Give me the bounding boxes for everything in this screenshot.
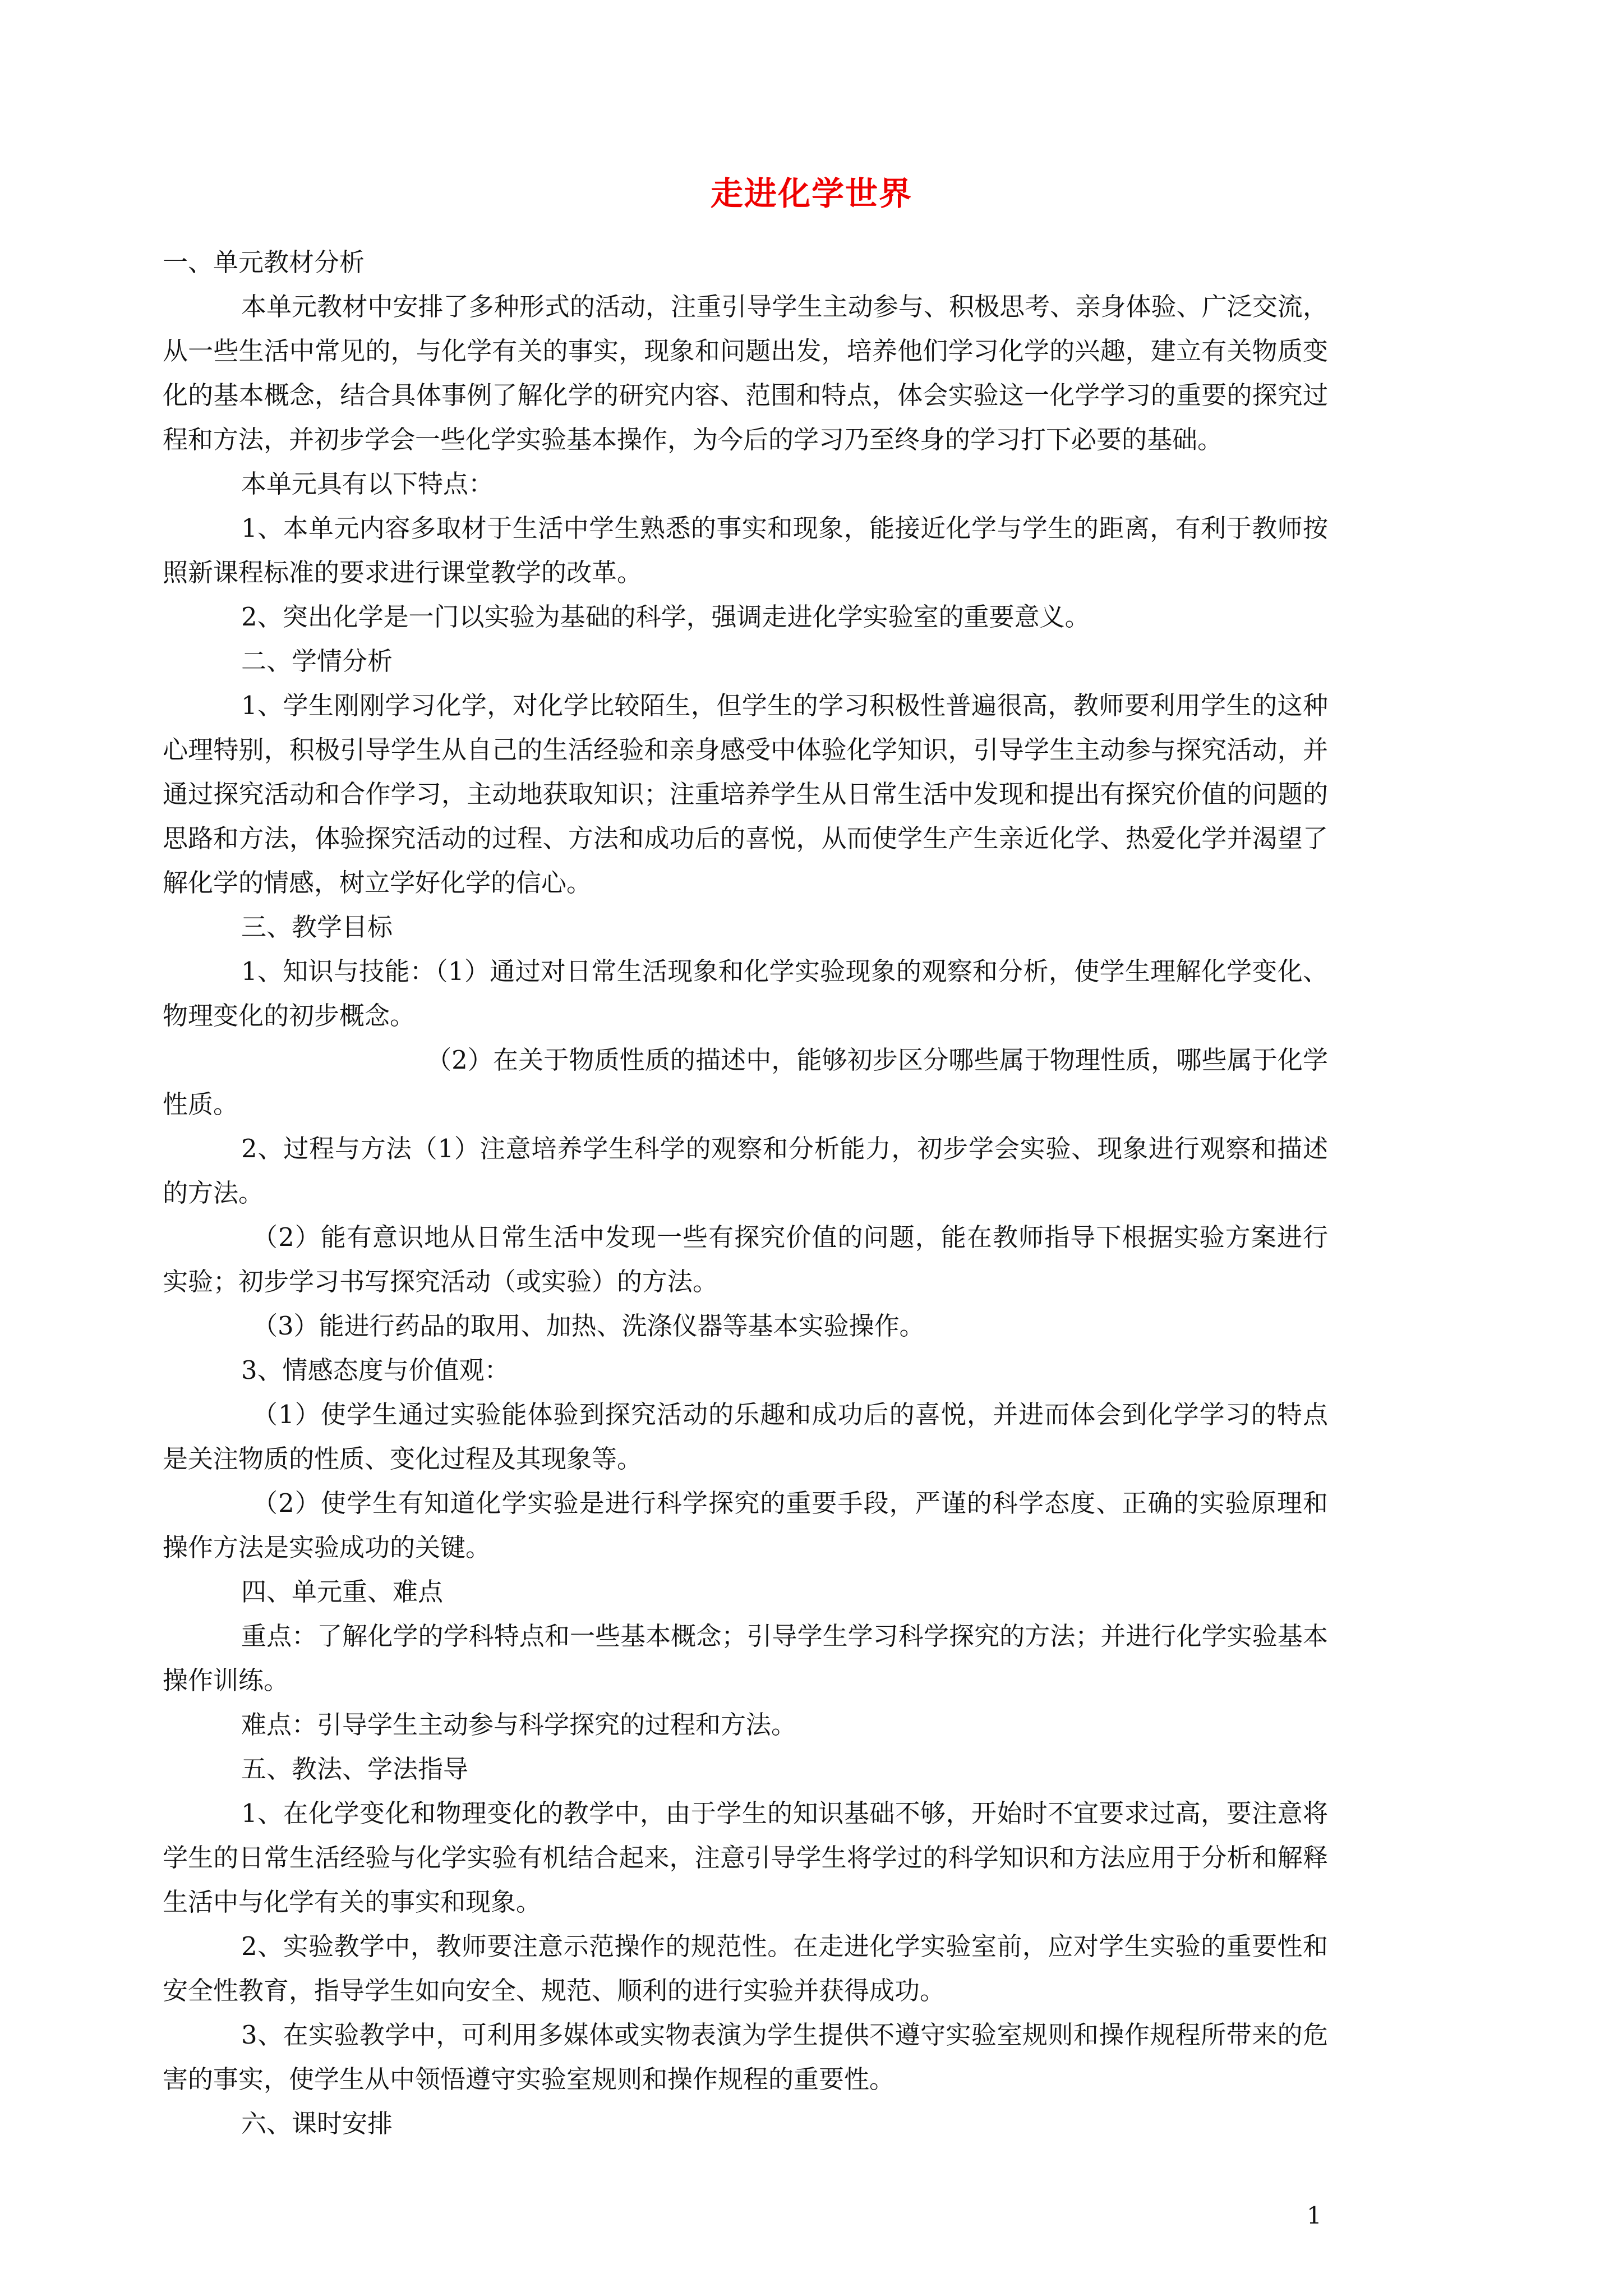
page-title: 走进化学世界: [710, 174, 912, 213]
body-paragraph: 1、学生刚刚学习化学，对化学比较陌生，但学生的学习积极性普遍很高，教师要利用学生的这种心理特别，积极引导学生从自己的生活经验和亲身感受中体验化学知识，引导学生主动参与探究活动，并通过探究活动和合作学习，主动地获取知识；注重培养学生从日常生活中发现和提出有探究价值的问题的思路和方法，体验探究活动的过程、方法和成功后的喜悦，从而使学生产生亲近化学、热爱化学并渴望了解化学的情感，树立学好化学的信心。: [163, 691, 1328, 898]
section-heading: 一、单元教材分析: [163, 247, 365, 277]
body-paragraph: 2、实验教学中，教师要注意示范操作的规范性。在走进化学实验室前，应对学生实验的重要性和安全性教育，指导学生如向安全、规范、顺利的进行实验并获得成功。: [163, 1931, 1328, 2005]
section-heading: 五、教法、学法指导: [241, 1754, 469, 1784]
body-paragraph: 3、在实验教学中，可利用多媒体或实物表演为学生提供不遵守实验室规则和操作规程所带来的危害的事实，使学生从中领悟遵守实验室规则和操作规程的重要性。: [163, 2020, 1328, 2094]
section-heading: 三、教学目标: [241, 912, 393, 942]
body-paragraph: 3、情感态度与价值观：: [241, 1355, 510, 1385]
page-number: 1: [1307, 2202, 1322, 2229]
body-paragraph: 难点：引导学生主动参与科学探究的过程和方法。: [241, 1710, 797, 1740]
body-paragraph: （3）能进行药品的取用、加热、洗涤仪器等基本实验操作。: [252, 1311, 925, 1341]
section-heading: 六、课时安排: [241, 2109, 393, 2138]
body-paragraph: 重点：了解化学的学科特点和一些基本概念；引导学生学习科学探究的方法；并进行化学实验基本操作训练。: [163, 1621, 1328, 1695]
body-paragraph: （1）使学生通过实验能体验到探究活动的乐趣和成功后的喜悦，并进而体会到化学学习的特点是关注物质的性质、变化过程及其现象等。: [163, 1400, 1328, 1474]
section-heading: 四、单元重、难点: [241, 1577, 444, 1607]
body-paragraph: 本单元教材中安排了多种形式的活动，注重引导学生主动参与、积极思考、亲身体验、广泛交流，从一些生活中常见的，与化学有关的事实，现象和问题出发，培养他们学习化学的兴趣，建立有关物质变化的基本概念，结合具体事例了解化学的研究内容、范围和特点，体会实验这一化学学习的重要的探究过程和方法，并初步学会一些化学实验基本操作，为今后的学习乃至终身的学习打下必要的基础。: [163, 292, 1328, 454]
body-paragraph: 2、突出化学是一门以实验为基础的科学，强调走进化学实验室的重要意义。: [241, 602, 1090, 632]
body-paragraph: （2）使学生有知道化学实验是进行科学探究的重要手段，严谨的科学态度、正确的实验原理和操作方法是实验成功的关键。: [163, 1488, 1328, 1562]
body-paragraph: 1、在化学变化和物理变化的教学中，由于学生的知识基础不够，开始时不宜要求过高，要注意将学生的日常生活经验与化学实验有机结合起来，注意引导学生将学过的科学知识和方法应用于分析和解释生活中与化学有关的事实和现象。: [163, 1798, 1328, 1917]
body-paragraph: （2）在关于物质性质的描述中，能够初步区分哪些属于物理性质，哪些属于化学性质。: [163, 1045, 1328, 1119]
body-paragraph: 1、知识与技能：（1）通过对日常生活现象和化学实验现象的观察和分析，使学生理解化学变化、物理变化的初步概念。: [163, 956, 1328, 1030]
body-paragraph: 1、本单元内容多取材于生活中学生熟悉的事实和现象，能接近化学与学生的距离，有利于教师按照新课程标准的要求进行课堂教学的改革。: [163, 513, 1328, 587]
body-paragraph: 本单元具有以下特点：: [241, 469, 494, 499]
document-body: [163, 240, 1328, 2146]
section-heading: 二、学情分析: [241, 646, 393, 676]
body-paragraph: （2）能有意识地从日常生活中发现一些有探究价值的问题，能在教师指导下根据实验方案进行实验；初步学习书写探究活动（或实验）的方法。: [163, 1222, 1328, 1296]
body-paragraph: 2、过程与方法（1）注意培养学生科学的观察和分析能力，初步学会实验、现象进行观察和描述的方法。: [163, 1134, 1328, 1208]
